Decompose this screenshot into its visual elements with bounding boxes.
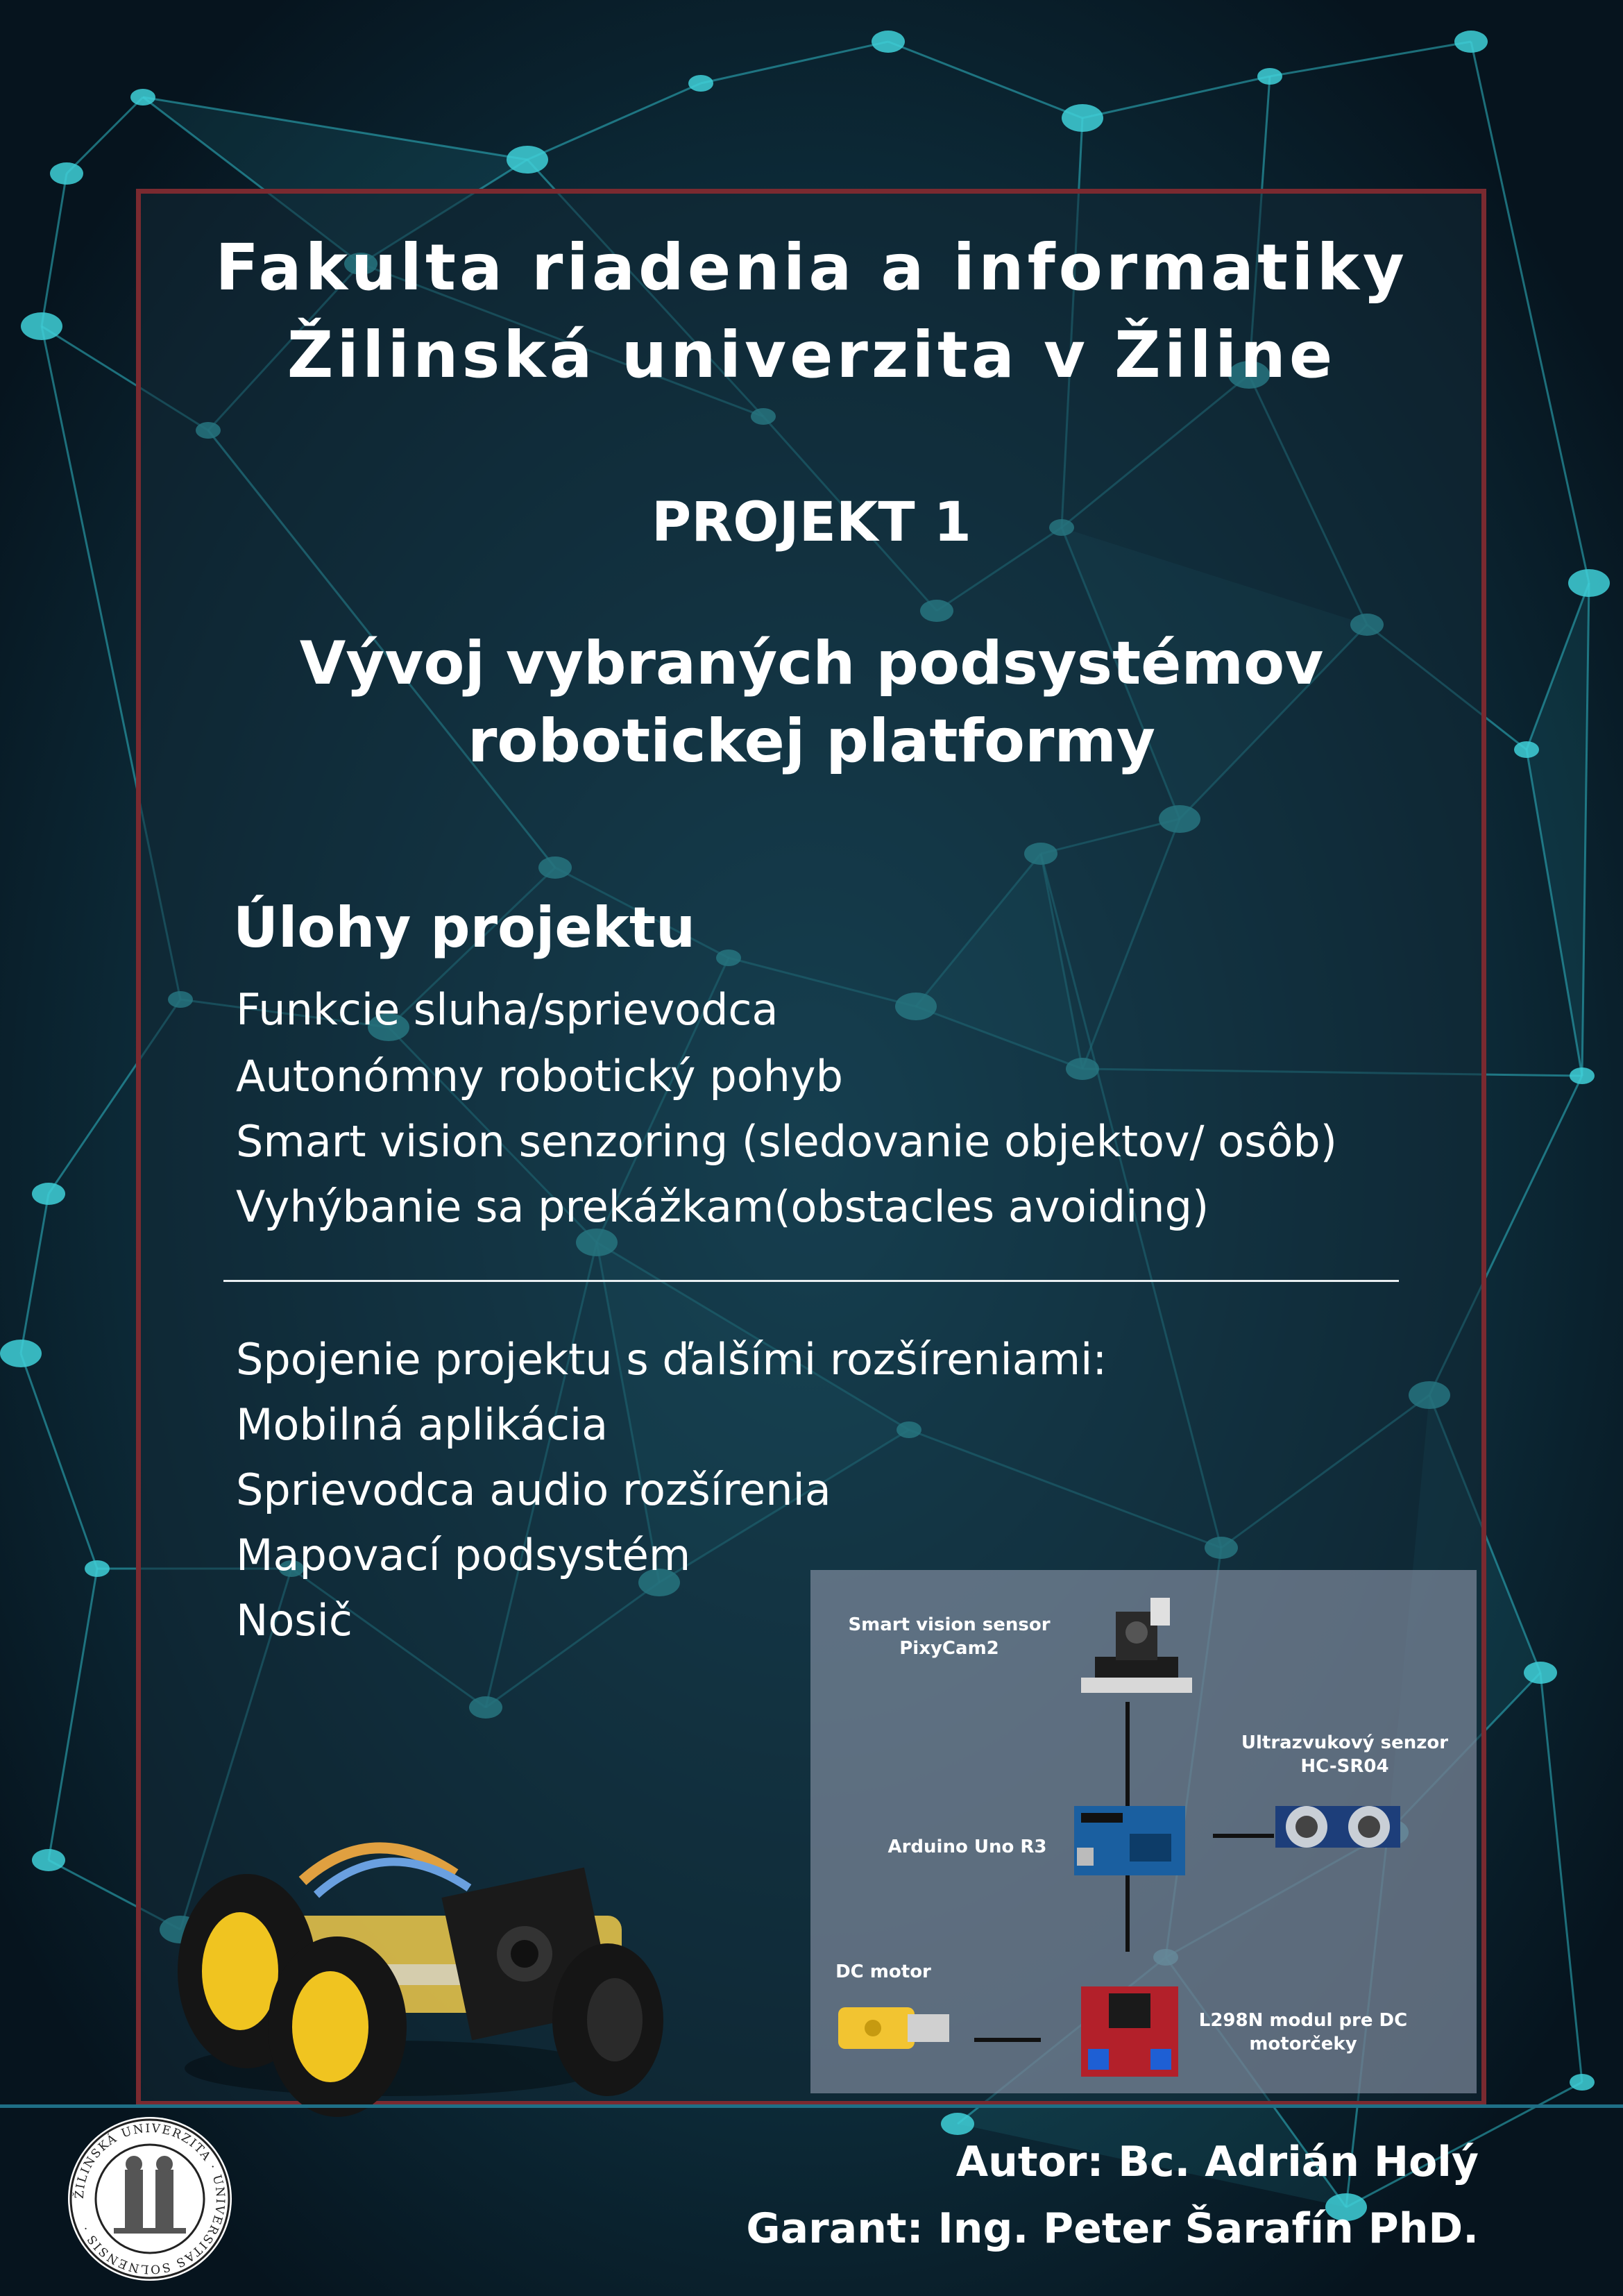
network-node bbox=[688, 75, 713, 92]
extension-item: Mapovací podsystém bbox=[236, 1530, 691, 1580]
author-name: Autor: Bc. Adrián Holý bbox=[955, 2138, 1479, 2186]
motor-driver-icon bbox=[1074, 1980, 1185, 2084]
ultrasonic-label: Ultrazvukový senzor HC-SR04 bbox=[1241, 1732, 1449, 1777]
dc-motor-label: DC motor bbox=[835, 1961, 931, 1982]
faculty-title: Fakulta riadenia a informatiky bbox=[215, 230, 1408, 305]
extensions-heading: Spojenie projektu s ďalšími rozšíreniami: bbox=[236, 1334, 1107, 1385]
network-node bbox=[0, 1340, 42, 1367]
dc-motor-icon bbox=[831, 1986, 963, 2077]
ultrasonic-sensor-icon bbox=[1268, 1778, 1407, 1875]
driver-label: L298N modul pre DC motorčeky bbox=[1198, 2010, 1408, 2054]
component-diagram bbox=[810, 1570, 1477, 2093]
network-node bbox=[872, 31, 905, 53]
project-title-line2: robotickej platformy bbox=[467, 707, 1156, 776]
network-node bbox=[85, 1560, 110, 1577]
footer-rule bbox=[0, 2104, 1623, 2108]
extension-item: Sprievodca audio rozšírenia bbox=[236, 1464, 831, 1515]
arduino-label: Arduino Uno R3 bbox=[887, 1837, 1047, 1857]
extension-item: Nosič bbox=[236, 1595, 352, 1646]
project-title-line1: Vývoj vybraných podsystémov bbox=[299, 629, 1324, 698]
pixycam-icon bbox=[1067, 1591, 1206, 1709]
tasks-heading: Úlohy projektu bbox=[233, 895, 696, 960]
svg-text:ŽILINSKÁ UNIVERZITA · UNIVERSI: ŽILINSKÁ UNIVERZITA · UNIVERSITAS SOLNENSIS · bbox=[72, 2121, 228, 2277]
network-node bbox=[32, 1849, 65, 1871]
university-seal-logo bbox=[65, 2114, 235, 2284]
network-node bbox=[32, 1183, 65, 1205]
connector-horizontal bbox=[974, 2038, 1041, 2042]
pixycam-label: Smart vision sensor PixyCam2 bbox=[848, 1614, 1051, 1659]
robot-car-image bbox=[164, 1791, 691, 2124]
network-node bbox=[50, 162, 83, 185]
network-node bbox=[507, 146, 548, 174]
connector-horizontal bbox=[1213, 1834, 1274, 1838]
guarantor-name: Garant: Ing. Peter Šarafín PhD. bbox=[746, 2204, 1479, 2253]
extension-item: Mobilná aplikácia bbox=[236, 1399, 609, 1450]
network-node bbox=[130, 89, 155, 105]
network-node bbox=[941, 2113, 974, 2135]
university-title: Žilinská univerzita v Žiline bbox=[287, 318, 1336, 392]
task-item: Funkcie sluha/sprievodca bbox=[236, 984, 779, 1035]
task-item: Vyhýbanie sa prekážkam(obstacles avoiding) bbox=[236, 1181, 1209, 1232]
network-node bbox=[1524, 1662, 1557, 1684]
task-item: Autonómny robotický pohyb bbox=[236, 1051, 843, 1101]
network-node bbox=[1570, 1067, 1595, 1084]
network-node bbox=[1568, 569, 1610, 597]
arduino-board-icon bbox=[1060, 1792, 1199, 1889]
section-divider bbox=[223, 1280, 1399, 1282]
network-node bbox=[1570, 2074, 1595, 2091]
project-label: PROJEKT 1 bbox=[652, 491, 971, 554]
network-node bbox=[1454, 31, 1488, 53]
network-node bbox=[1062, 104, 1103, 132]
task-item: Smart vision senzoring (sledovanie objektov/ osôb) bbox=[236, 1116, 1337, 1167]
network-node bbox=[1257, 68, 1282, 85]
